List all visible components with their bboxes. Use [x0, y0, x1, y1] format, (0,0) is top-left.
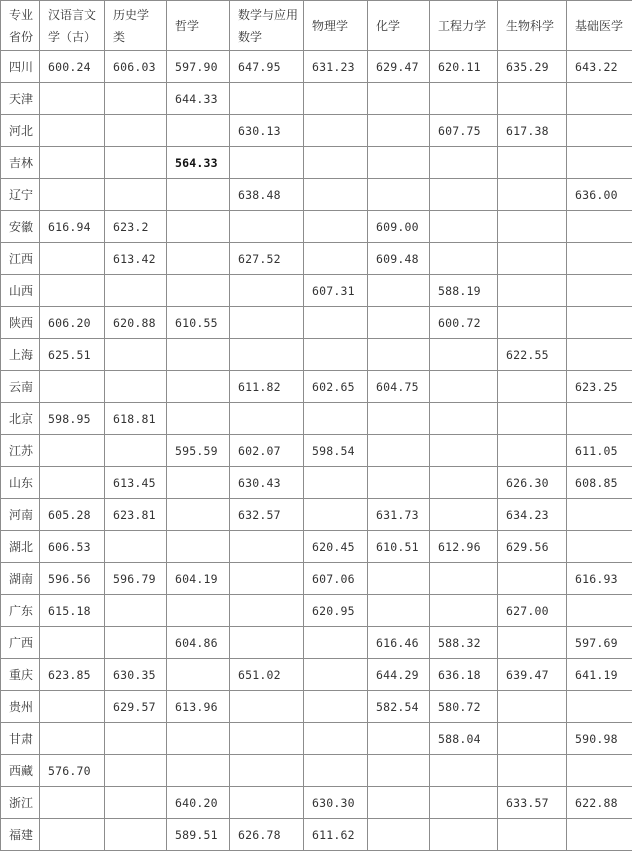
score-cell: 622.88 — [567, 787, 632, 819]
score-cell — [498, 819, 567, 851]
score-cell — [167, 211, 230, 243]
score-cell — [368, 403, 430, 435]
score-cell — [498, 307, 567, 339]
score-cell — [368, 755, 430, 787]
score-cell: 630.30 — [304, 787, 368, 819]
score-cell — [368, 307, 430, 339]
score-cell: 596.79 — [105, 563, 167, 595]
score-cell: 630.35 — [105, 659, 167, 691]
score-cell — [430, 467, 498, 499]
score-cell — [368, 83, 430, 115]
score-cell: 638.48 — [230, 179, 304, 211]
score-cell: 600.72 — [430, 307, 498, 339]
score-cell: 644.29 — [368, 659, 430, 691]
score-cell — [40, 691, 105, 723]
score-cell — [40, 115, 105, 147]
score-cell — [430, 243, 498, 275]
score-cell: 576.70 — [40, 755, 105, 787]
province-cell: 湖北 — [1, 531, 40, 563]
column-header: 生物科学 — [498, 1, 567, 51]
table-row — [1, 595, 632, 627]
score-cell: 611.62 — [304, 819, 368, 851]
score-cell — [230, 147, 304, 179]
score-cell — [105, 147, 167, 179]
table-row — [1, 691, 632, 723]
score-cell: 608.85 — [567, 467, 632, 499]
score-cell — [40, 371, 105, 403]
score-cell: 613.42 — [105, 243, 167, 275]
province-cell: 贵州 — [1, 691, 40, 723]
score-cell: 595.59 — [167, 435, 230, 467]
score-cell — [230, 339, 304, 371]
table-row — [1, 147, 632, 179]
table-row — [1, 339, 632, 371]
score-cell — [167, 755, 230, 787]
score-cell — [498, 755, 567, 787]
table-row — [1, 83, 632, 115]
score-cell — [105, 115, 167, 147]
score-cell: 602.07 — [230, 435, 304, 467]
score-cell — [230, 403, 304, 435]
score-cell: 616.94 — [40, 211, 105, 243]
score-cell — [40, 275, 105, 307]
score-cell — [105, 531, 167, 563]
score-cell — [567, 819, 632, 851]
score-cell — [230, 275, 304, 307]
score-cell — [304, 499, 368, 531]
score-cell: 616.93 — [567, 563, 632, 595]
score-cell: 597.69 — [567, 627, 632, 659]
score-cell: 620.45 — [304, 531, 368, 563]
table-row — [1, 499, 632, 531]
score-cell — [430, 371, 498, 403]
score-cell — [105, 179, 167, 211]
score-cell — [167, 115, 230, 147]
column-header: 工程力学 — [430, 1, 498, 51]
score-cell — [105, 819, 167, 851]
score-cell — [567, 243, 632, 275]
score-cell: 617.38 — [498, 115, 567, 147]
score-cell: 636.00 — [567, 179, 632, 211]
score-cell: 623.85 — [40, 659, 105, 691]
score-cell — [498, 179, 567, 211]
table-row — [1, 723, 632, 755]
table-row — [1, 435, 632, 467]
score-cell — [304, 83, 368, 115]
score-cell — [304, 211, 368, 243]
score-cell: 613.96 — [167, 691, 230, 723]
score-cell — [498, 435, 567, 467]
score-cell: 623.81 — [105, 499, 167, 531]
table-row — [1, 179, 632, 211]
score-cell: 590.98 — [567, 723, 632, 755]
province-cell: 江西 — [1, 243, 40, 275]
score-cell — [230, 595, 304, 627]
province-cell: 山西 — [1, 275, 40, 307]
score-cell: 564.33 — [167, 147, 230, 179]
province-cell: 云南 — [1, 371, 40, 403]
score-cell — [304, 403, 368, 435]
score-cell: 588.04 — [430, 723, 498, 755]
score-cell — [430, 339, 498, 371]
province-cell: 广东 — [1, 595, 40, 627]
score-cell — [368, 563, 430, 595]
score-cell: 643.22 — [567, 51, 632, 83]
score-cell — [430, 211, 498, 243]
score-cell — [498, 723, 567, 755]
score-cell: 647.95 — [230, 51, 304, 83]
score-cell — [567, 595, 632, 627]
score-cell — [567, 115, 632, 147]
score-cell — [230, 307, 304, 339]
score-cell: 629.57 — [105, 691, 167, 723]
score-cell: 629.47 — [368, 51, 430, 83]
score-cell — [567, 83, 632, 115]
table-row — [1, 819, 632, 851]
score-cell — [430, 787, 498, 819]
score-cell — [230, 755, 304, 787]
province-cell: 陕西 — [1, 307, 40, 339]
score-cell: 611.82 — [230, 371, 304, 403]
score-cell — [105, 787, 167, 819]
score-cell — [368, 819, 430, 851]
score-cell — [567, 339, 632, 371]
column-header: 化学 — [368, 1, 430, 51]
score-cell: 622.55 — [498, 339, 567, 371]
table-row — [1, 211, 632, 243]
score-cell: 620.11 — [430, 51, 498, 83]
score-cell — [498, 563, 567, 595]
score-cell: 598.54 — [304, 435, 368, 467]
corner-header: 专业 省份 — [1, 1, 40, 51]
score-cell: 629.56 — [498, 531, 567, 563]
score-cell — [105, 627, 167, 659]
score-cell: 611.05 — [567, 435, 632, 467]
score-cell — [567, 275, 632, 307]
score-cell — [368, 467, 430, 499]
table-row — [1, 627, 632, 659]
column-header: 数学与应用 数学 — [230, 1, 304, 51]
table-row — [1, 115, 632, 147]
table-row — [1, 659, 632, 691]
score-cell: 582.54 — [368, 691, 430, 723]
score-cell: 634.23 — [498, 499, 567, 531]
province-cell: 广西 — [1, 627, 40, 659]
score-cell — [40, 147, 105, 179]
province-cell: 辽宁 — [1, 179, 40, 211]
score-cell — [567, 211, 632, 243]
table-row — [1, 243, 632, 275]
score-cell — [105, 339, 167, 371]
score-cell — [167, 371, 230, 403]
score-cell — [230, 211, 304, 243]
score-cell — [230, 627, 304, 659]
score-cell — [167, 275, 230, 307]
table-row — [1, 531, 632, 563]
score-cell: 636.18 — [430, 659, 498, 691]
score-cell: 580.72 — [430, 691, 498, 723]
header-row — [1, 1, 632, 51]
score-cell — [567, 691, 632, 723]
score-cell: 630.13 — [230, 115, 304, 147]
score-cell — [498, 371, 567, 403]
score-cell — [167, 723, 230, 755]
score-cell — [430, 755, 498, 787]
score-cell — [167, 531, 230, 563]
score-cell — [230, 563, 304, 595]
score-cell: 625.51 — [40, 339, 105, 371]
table-row — [1, 307, 632, 339]
score-cell — [304, 147, 368, 179]
table-row — [1, 403, 632, 435]
province-cell: 山东 — [1, 467, 40, 499]
score-cell — [167, 467, 230, 499]
score-cell — [230, 83, 304, 115]
score-cell — [40, 179, 105, 211]
score-cell — [498, 243, 567, 275]
score-cell — [304, 307, 368, 339]
score-cell — [368, 339, 430, 371]
score-cell — [368, 275, 430, 307]
score-cell: 633.57 — [498, 787, 567, 819]
score-cell — [105, 275, 167, 307]
province-cell: 天津 — [1, 83, 40, 115]
table-row — [1, 51, 632, 83]
score-cell — [304, 115, 368, 147]
score-cell — [304, 755, 368, 787]
score-cell — [230, 787, 304, 819]
score-cell — [105, 83, 167, 115]
table-row — [1, 467, 632, 499]
score-cell — [230, 691, 304, 723]
score-cell — [567, 307, 632, 339]
score-cell — [430, 403, 498, 435]
score-cell: 632.57 — [230, 499, 304, 531]
score-cell: 618.81 — [105, 403, 167, 435]
score-cell: 604.19 — [167, 563, 230, 595]
score-cell — [40, 819, 105, 851]
score-cell: 651.02 — [230, 659, 304, 691]
score-cell: 631.73 — [368, 499, 430, 531]
table-row — [1, 755, 632, 787]
score-cell: 604.75 — [368, 371, 430, 403]
score-cell — [304, 243, 368, 275]
score-cell — [40, 787, 105, 819]
score-cell: 596.56 — [40, 563, 105, 595]
score-cell — [105, 371, 167, 403]
score-cell: 610.55 — [167, 307, 230, 339]
score-cell: 612.96 — [430, 531, 498, 563]
score-cell — [304, 179, 368, 211]
score-cell — [230, 723, 304, 755]
province-cell: 江苏 — [1, 435, 40, 467]
score-cell: 644.33 — [167, 83, 230, 115]
province-cell: 安徽 — [1, 211, 40, 243]
score-cell: 609.00 — [368, 211, 430, 243]
score-cell — [40, 243, 105, 275]
score-cell: 607.31 — [304, 275, 368, 307]
score-cell: 606.20 — [40, 307, 105, 339]
score-cell: 597.90 — [167, 51, 230, 83]
score-cell — [368, 115, 430, 147]
score-cell — [567, 755, 632, 787]
score-cell — [368, 723, 430, 755]
score-cell — [368, 147, 430, 179]
score-cell — [430, 595, 498, 627]
score-cell: 626.78 — [230, 819, 304, 851]
score-cell — [105, 435, 167, 467]
score-cell — [430, 563, 498, 595]
score-cell — [498, 211, 567, 243]
score-cell: 616.46 — [368, 627, 430, 659]
score-cell: 613.45 — [105, 467, 167, 499]
score-cell — [167, 499, 230, 531]
score-cell — [167, 403, 230, 435]
score-cell: 602.65 — [304, 371, 368, 403]
score-cell — [167, 243, 230, 275]
score-cell — [304, 467, 368, 499]
score-cell — [304, 659, 368, 691]
province-cell: 河北 — [1, 115, 40, 147]
score-cell: 607.75 — [430, 115, 498, 147]
score-cell — [567, 403, 632, 435]
score-cell: 606.03 — [105, 51, 167, 83]
score-cell — [498, 691, 567, 723]
score-cell: 609.48 — [368, 243, 430, 275]
score-cell — [430, 83, 498, 115]
score-cell — [105, 723, 167, 755]
score-cell — [167, 595, 230, 627]
score-cell: 588.32 — [430, 627, 498, 659]
province-cell: 上海 — [1, 339, 40, 371]
score-cell — [368, 595, 430, 627]
score-cell: 605.28 — [40, 499, 105, 531]
score-cell — [368, 179, 430, 211]
score-cell: 626.30 — [498, 467, 567, 499]
score-cell: 589.51 — [167, 819, 230, 851]
score-cell: 620.95 — [304, 595, 368, 627]
column-header: 汉语言文 学（古） — [40, 1, 105, 51]
score-cell — [230, 531, 304, 563]
score-cell — [105, 595, 167, 627]
score-cell — [304, 627, 368, 659]
score-cell: 623.2 — [105, 211, 167, 243]
score-cell — [40, 467, 105, 499]
score-cell — [368, 435, 430, 467]
score-cell: 598.95 — [40, 403, 105, 435]
score-cell — [304, 339, 368, 371]
score-cell: 610.51 — [368, 531, 430, 563]
province-cell: 西藏 — [1, 755, 40, 787]
score-cell: 607.06 — [304, 563, 368, 595]
score-cell — [430, 819, 498, 851]
score-cell — [430, 147, 498, 179]
province-cell: 吉林 — [1, 147, 40, 179]
score-cell: 630.43 — [230, 467, 304, 499]
score-cell — [498, 627, 567, 659]
score-cell — [40, 723, 105, 755]
score-cell: 635.29 — [498, 51, 567, 83]
score-cell: 627.52 — [230, 243, 304, 275]
score-cell: 639.47 — [498, 659, 567, 691]
column-header: 物理学 — [304, 1, 368, 51]
province-cell: 重庆 — [1, 659, 40, 691]
score-cell: 627.00 — [498, 595, 567, 627]
score-cell: 615.18 — [40, 595, 105, 627]
score-cell — [40, 83, 105, 115]
table-row — [1, 275, 632, 307]
table-row — [1, 563, 632, 595]
score-cell — [498, 403, 567, 435]
score-cell — [567, 147, 632, 179]
score-cell — [304, 723, 368, 755]
score-cell: 620.88 — [105, 307, 167, 339]
province-cell: 湖南 — [1, 563, 40, 595]
score-cell: 641.19 — [567, 659, 632, 691]
score-cell: 640.20 — [167, 787, 230, 819]
score-cell: 606.53 — [40, 531, 105, 563]
score-cell — [40, 627, 105, 659]
score-cell: 623.25 — [567, 371, 632, 403]
province-cell: 福建 — [1, 819, 40, 851]
score-cell — [498, 147, 567, 179]
table-body — [1, 51, 632, 851]
score-cell — [498, 275, 567, 307]
score-cell — [368, 787, 430, 819]
province-cell: 河南 — [1, 499, 40, 531]
score-cell: 604.86 — [167, 627, 230, 659]
score-cell: 631.23 — [304, 51, 368, 83]
score-cell — [40, 435, 105, 467]
table-row — [1, 787, 632, 819]
score-cell — [430, 499, 498, 531]
column-header: 基础医学 — [567, 1, 632, 51]
score-cell — [167, 179, 230, 211]
province-cell: 甘肃 — [1, 723, 40, 755]
province-cell: 北京 — [1, 403, 40, 435]
score-cell — [567, 499, 632, 531]
score-cell — [105, 755, 167, 787]
score-cell — [567, 531, 632, 563]
score-cell — [430, 435, 498, 467]
score-cell — [167, 339, 230, 371]
province-cell: 浙江 — [1, 787, 40, 819]
column-header: 哲学 — [167, 1, 230, 51]
score-cell — [167, 659, 230, 691]
score-cell — [304, 691, 368, 723]
table-row — [1, 371, 632, 403]
score-cell — [430, 179, 498, 211]
score-cell: 588.19 — [430, 275, 498, 307]
province-cell: 四川 — [1, 51, 40, 83]
column-header: 历史学 类 — [105, 1, 167, 51]
score-cell: 600.24 — [40, 51, 105, 83]
score-cell — [498, 83, 567, 115]
